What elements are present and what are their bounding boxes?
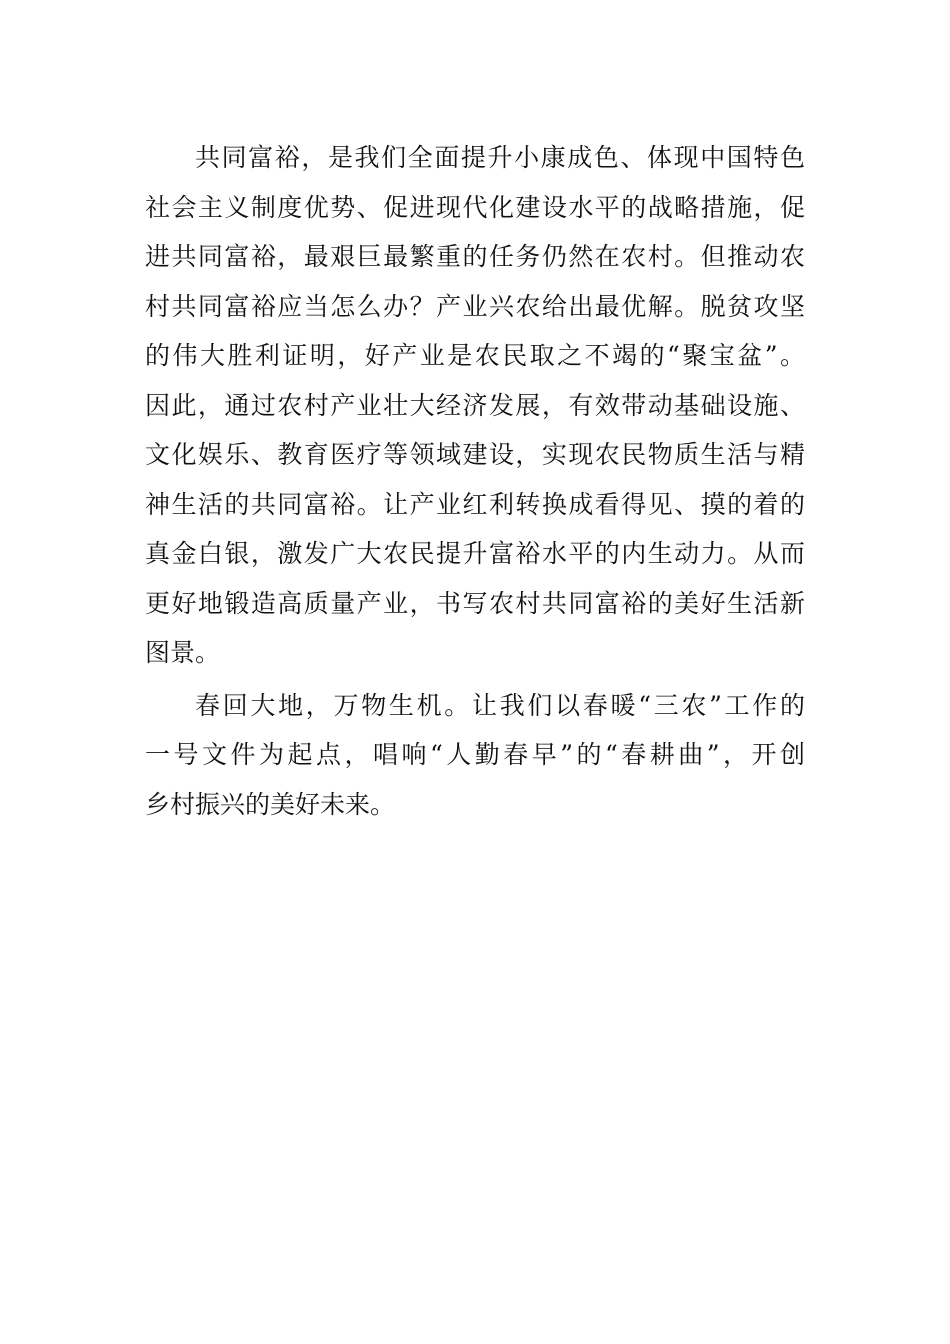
paragraph-1 [145, 133, 805, 678]
paragraph-line: 因此，通过农村产业壮大经济发展，有效带动基础设施、 [145, 390, 805, 420]
paragraph-line: 共同富裕，是我们全面提升小康成色、体现中国特色 [195, 143, 805, 172]
paragraph-line: 的伟大胜利证明，好产业是农民取之不竭的“聚宝盆”。 [145, 341, 805, 370]
paragraph-2 [145, 681, 805, 830]
document-body [145, 133, 805, 829]
paragraph-line: 乡村振兴的美好未来。 [145, 789, 396, 819]
paragraph-line: 图景。 [145, 638, 221, 667]
paragraph-line: 更好地锻造高质量产业，书写农村共同富裕的美好生活新 [145, 588, 805, 618]
paragraph-line: 真金白银，激发广大农民提升富裕水平的内生动力。从而 [145, 539, 805, 568]
paragraph-line: 社会主义制度优势、促进现代化建设水平的战略措施，促 [145, 192, 805, 222]
paragraph-line: 文化娱乐、教育医疗等领域建设，实现农民物质生活与精 [145, 440, 805, 469]
paragraph-line: 神生活的共同富裕。让产业红利转换成看得见、摸的着的 [145, 489, 805, 519]
paragraph-line: 进共同富裕，最艰巨最繁重的任务仍然在农村。但推动农 [145, 242, 805, 271]
paragraph-line: 一号文件为起点，唱响“人勤春早”的“春耕曲”，开创 [145, 740, 805, 769]
paragraph-line: 春回大地，万物生机。让我们以春暖“三农”工作的 [195, 690, 805, 720]
paragraph-line: 村共同富裕应当怎么办？产业兴农给出最优解。脱贫攻坚 [145, 291, 805, 321]
